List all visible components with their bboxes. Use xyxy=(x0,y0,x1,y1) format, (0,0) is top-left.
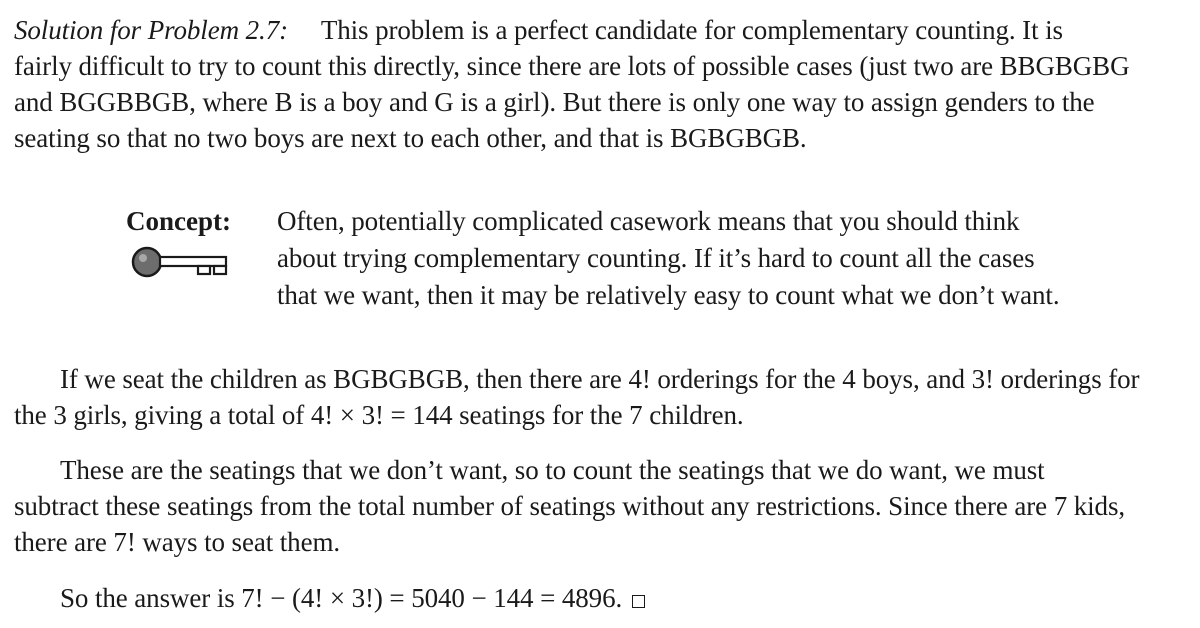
paragraph-2-line-3: there are 7! ways to seat them. xyxy=(14,527,341,557)
concept-text-line-1: Often, potentially complicated casework means that you should think xyxy=(277,206,1020,236)
key-icon xyxy=(130,244,240,280)
answer-text: So the answer is 7! − (4! × 3!) = 5040 − 144 = 4896. xyxy=(60,583,623,613)
paragraph-1-line-1: If we seat the children as BGBGBGB, then there are 4! orderings for the 4 boys, and 3! orderings for xyxy=(60,364,1140,394)
solution-text-line-1: This problem is a perfect candidate for complementary counting. It is xyxy=(320,15,1063,45)
answer-line xyxy=(60,580,645,616)
paragraph-1-line-2: the 3 girls, giving a total of 4! × 3! = 144 seatings for the 7 children. xyxy=(14,400,744,430)
solution-label: Solution for Problem 2.7: xyxy=(14,15,288,45)
concept-label: Concept: xyxy=(126,206,231,236)
paragraph-2-line-1: These are the seatings that we don’t want, so to count the seatings that we do want, we must xyxy=(60,455,1045,485)
qed-square-icon xyxy=(632,595,645,608)
concept-text-line-3: that we want, then it may be relatively easy to count what we don’t want. xyxy=(277,280,1060,310)
solution-first-line xyxy=(14,12,1063,48)
solution-text-line-3: and BGGBBGB, where B is a boy and G is a girl). But there is only one way to assign genders to the xyxy=(14,87,1095,117)
solution-text-line-2: fairly difficult to try to count this directly, since there are lots of possible cases (just two are BBGBGBG xyxy=(14,51,1130,81)
solution-text-line-4: seating so that no two boys are next to each other, and that is BGBGBGB. xyxy=(14,123,807,153)
paragraph-2-line-2: subtract these seatings from the total number of seatings without any restrictions. Since there are 7 kids, xyxy=(14,491,1126,521)
concept-text-line-2: about trying complementary counting. If it’s hard to count all the cases xyxy=(277,243,1035,273)
